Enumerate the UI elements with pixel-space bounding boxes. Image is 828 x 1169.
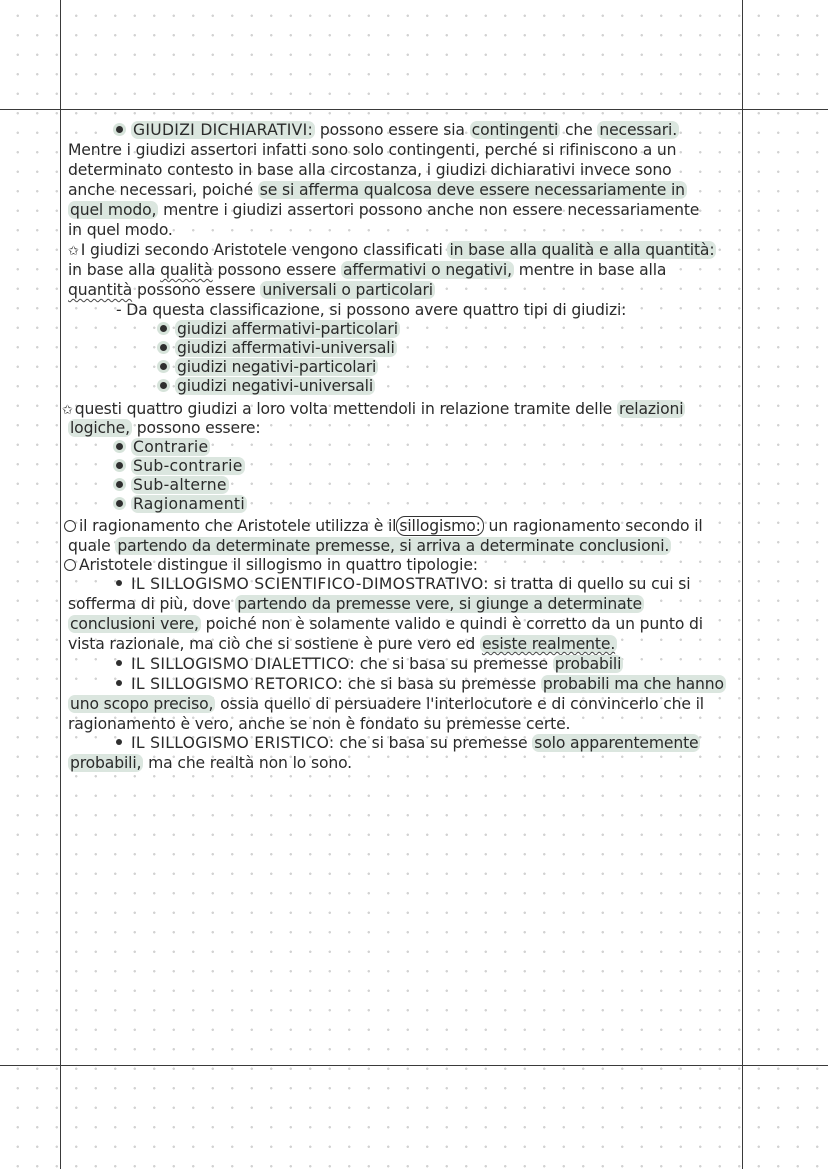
highlight: relazioni — [618, 400, 684, 418]
underlined-term: quantità — [68, 281, 133, 299]
bullet-icon — [116, 660, 122, 666]
note-line — [116, 121, 679, 141]
highlight: se si afferma qualcosa deve essere necessariamente in — [259, 181, 685, 199]
bullet-icon — [160, 382, 167, 389]
bullet-icon — [116, 462, 123, 469]
highlight: giudizi negativi-universali — [177, 377, 374, 395]
bullet-icon — [116, 481, 123, 488]
note-line: in quel modo. — [68, 221, 173, 239]
note-line — [62, 400, 685, 421]
bullet-icon — [116, 580, 122, 586]
note-line: determinato contesto in base alla circostanza, i giudizi dichiarativi invece sono — [68, 161, 672, 179]
text: quale — [68, 537, 111, 555]
note-line — [68, 261, 666, 281]
text: vista razionale, ma ciò che si sostiene è pure vero ed — [68, 635, 476, 653]
bullet-icon — [160, 325, 167, 332]
text: I giudizi secondo Aristotele vengono classificati — [80, 241, 443, 259]
list-item — [116, 457, 245, 477]
highlight: affermativi o negativi, — [342, 261, 512, 279]
note-line — [116, 734, 700, 754]
bullet-icon — [116, 126, 123, 133]
section-heading: IL SILLOGISMO RETORICO: — [131, 675, 344, 693]
text: mentre i giudizi assertori possono anche non essere necessariamente — [163, 201, 700, 219]
list-item — [116, 495, 247, 515]
highlight: necessari. — [599, 121, 678, 139]
star-icon: ✩ — [68, 244, 79, 259]
note-line — [64, 556, 478, 576]
section-heading: IL SILLOGISMO ERISTICO: — [131, 734, 335, 752]
highlight: uno scopo preciso, — [70, 695, 214, 713]
note-line — [64, 517, 703, 537]
highlight: quel modo, — [70, 201, 157, 219]
bottom-margin-line — [0, 1065, 828, 1066]
text: poiché non è solamente valido e quindi è corretto da un punto di — [205, 615, 703, 633]
text: possono essere — [217, 261, 337, 279]
highlight: conclusioni vere, — [70, 615, 199, 633]
bullet-icon — [160, 363, 167, 370]
text: possono essere — [136, 281, 256, 299]
highlight: contingenti — [471, 121, 559, 139]
list-item — [116, 476, 229, 496]
note-line — [68, 754, 352, 774]
highlight: probabili — [554, 655, 622, 673]
bullet-icon — [116, 680, 122, 686]
text: questi quattro giudizi a loro volta mettendoli in relazione tramite delle — [74, 400, 613, 418]
note-line — [68, 615, 703, 635]
note-line — [68, 695, 704, 715]
note-line — [68, 241, 716, 262]
highlight: Ragionamenti — [133, 495, 245, 513]
highlight: solo apparentemente — [534, 734, 699, 752]
highlight: in base alla qualità e alla quantità: — [449, 241, 715, 259]
note-line — [68, 419, 260, 439]
right-margin-line — [742, 0, 743, 1169]
bullet-icon — [116, 500, 123, 507]
text: che si basa su premesse — [359, 655, 548, 673]
list-item — [160, 377, 375, 397]
text: un ragionamento secondo il — [488, 517, 703, 535]
section-heading: GIUDIZI DICHIARATIVI: — [133, 121, 314, 139]
highlight: Contrarie — [133, 438, 209, 456]
note-line — [116, 575, 690, 595]
note-line — [116, 655, 623, 675]
circled-term: sillogismo: — [396, 516, 483, 536]
bullet-icon — [160, 344, 167, 351]
section-heading: IL SILLOGISMO DIALETTICO: — [131, 655, 355, 673]
highlight: logiche, — [70, 419, 130, 437]
bullet-icon — [116, 443, 123, 450]
note-line: ragionamento è vero, anche se non è fondato su premesse certe. — [68, 715, 571, 733]
text: ossia quello di persuadere l'interlocutore e di convincerlo che il — [220, 695, 704, 713]
list-item — [160, 320, 400, 340]
underlined-term: qualità — [160, 261, 213, 279]
note-line — [68, 201, 699, 221]
highlight: giudizi affermativi-particolari — [177, 320, 398, 338]
text: che si basa su premesse — [339, 734, 528, 752]
bullet-icon — [116, 739, 122, 745]
highlight: giudizi negativi-particolari — [177, 358, 377, 376]
circle-bullet-icon — [64, 520, 76, 532]
highlight: giudizi affermativi-universali — [177, 339, 395, 357]
highlight: universali o particolari — [262, 281, 433, 299]
note-line: Mentre i giudizi assertori infatti sono solo contingenti, perché si rifiniscono a un — [68, 141, 677, 159]
highlight: esiste realmente. — [481, 635, 616, 653]
text: in base alla — [68, 261, 156, 279]
section-heading: IL SILLOGISMO SCIENTIFICO-DIMOSTRATIVO: — [131, 575, 489, 593]
text: possono essere sia — [319, 121, 465, 139]
list-item — [160, 358, 378, 378]
text: ma che realtà non lo sono. — [148, 754, 352, 772]
note-line — [68, 281, 435, 301]
text: Aristotele distingue il sillogismo in quattro tipologie: — [79, 556, 478, 574]
text: che si basa su premesse — [347, 675, 537, 693]
note-line — [68, 181, 687, 201]
text: anche necessari, poiché — [68, 181, 253, 199]
note-line — [68, 635, 617, 655]
list-item — [160, 339, 397, 359]
star-icon: ✩ — [62, 403, 73, 418]
highlight: partendo da premesse vere, si giunge a determinate — [237, 595, 642, 613]
highlight: probabili ma che hanno — [542, 675, 724, 693]
text: che — [564, 121, 593, 139]
highlight: Sub-alterne — [133, 476, 227, 494]
highlight: Sub-contrarie — [133, 457, 243, 475]
top-margin-line — [0, 109, 828, 110]
text: possono essere: — [136, 419, 261, 437]
note-line: - Da questa classificazione, si possono avere quattro tipi di giudizi: — [116, 301, 627, 319]
highlight: partendo da determinate premesse, si arriva a determinate conclusioni. — [117, 537, 670, 555]
note-line — [68, 537, 671, 557]
note-line — [68, 595, 644, 615]
text: si tratta di quello su cui si — [493, 575, 691, 593]
text: sofferma di più, dove — [68, 595, 231, 613]
text: mentre in base alla — [518, 261, 667, 279]
text: il ragionamento che Aristotele utilizza è il — [79, 517, 397, 535]
list-item — [116, 438, 210, 458]
highlight: probabili, — [70, 754, 142, 772]
left-margin-line — [60, 0, 61, 1169]
note-line — [116, 675, 726, 695]
circle-bullet-icon — [64, 559, 76, 571]
